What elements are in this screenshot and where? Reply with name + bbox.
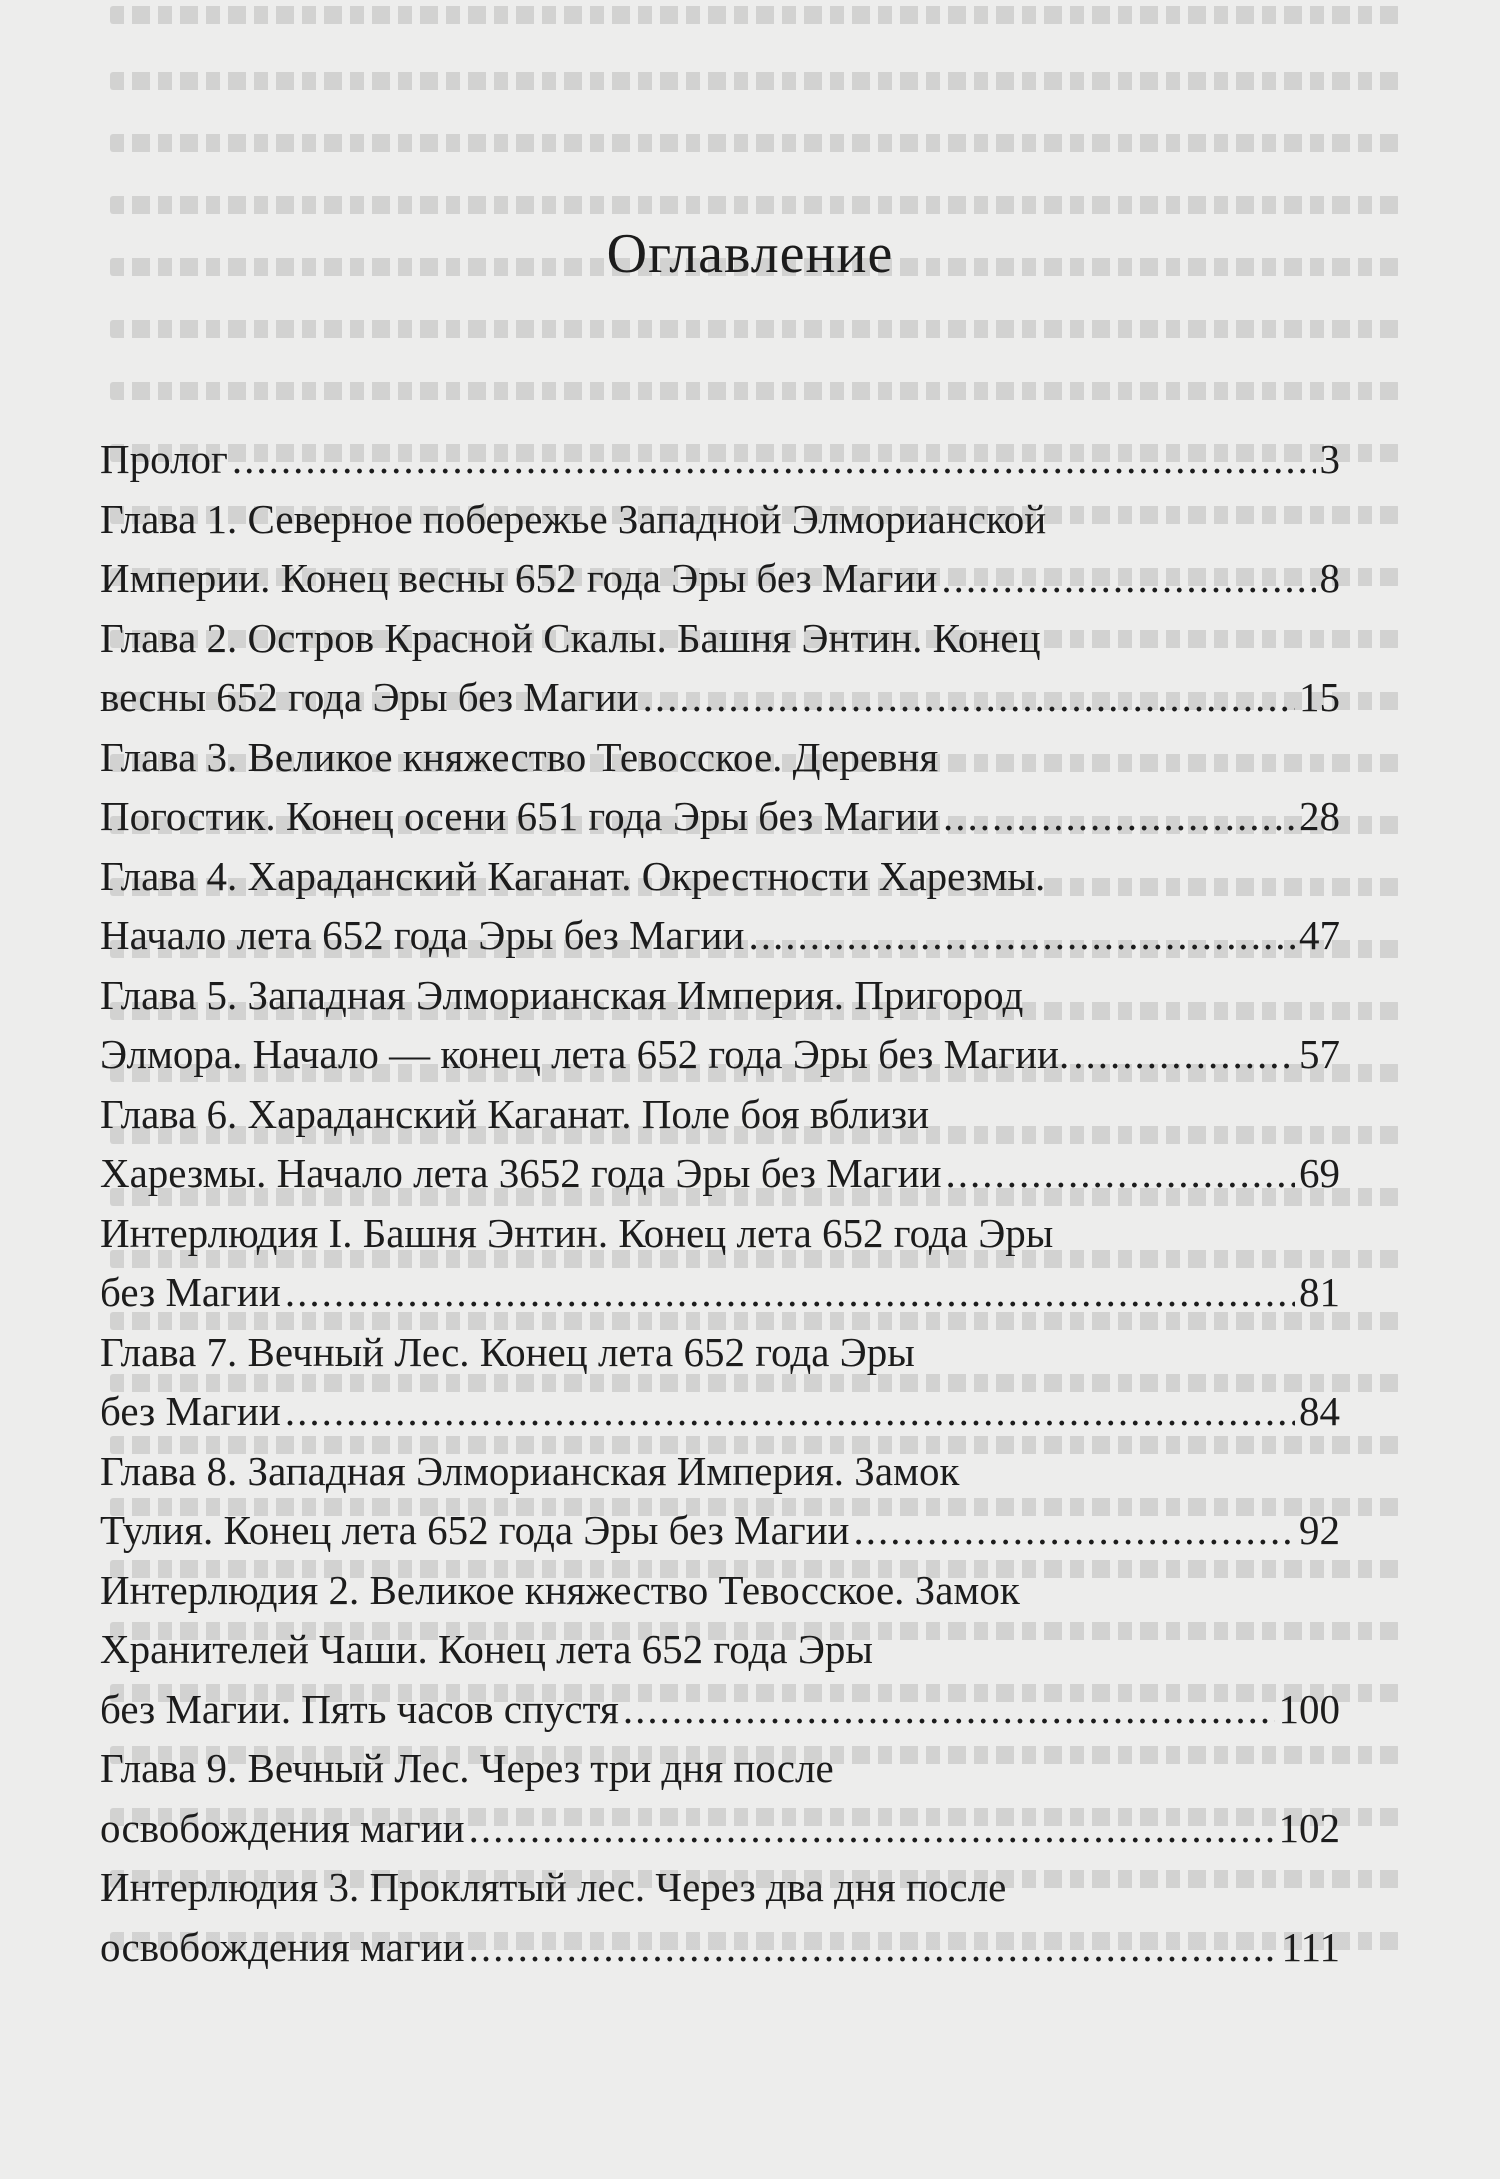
toc-entry-title-line: Хранителей Чаши. Конец лета 652 года Эры (100, 1626, 873, 1672)
toc-entry-title-line: весны 652 года Эры без Магии (100, 674, 639, 720)
toc-entry[interactable] (100, 966, 1340, 1085)
toc-page-number: 81 (1299, 1269, 1340, 1315)
toc-entry-title-line: без Магии. Пять часов спустя (100, 1685, 619, 1732)
toc-entry[interactable] (100, 1442, 1340, 1561)
toc-entry-last-line (100, 549, 1340, 609)
toc-page-number: 69 (1299, 1150, 1340, 1196)
toc-entry-title-line: без Магии (100, 1269, 281, 1315)
toc-entry-title-line: Элмора. Начало — конец лета 652 года Эры без Магии. (100, 1031, 1070, 1077)
toc-entry-title-line: освобождения магии (100, 1804, 465, 1851)
toc-entry[interactable] (100, 430, 1340, 490)
table-of-contents (100, 430, 1340, 1977)
toc-entry-last-line (100, 787, 1340, 847)
toc-entry-title-line: Глава 4. Хараданский Каганат. Окрестности Харезмы. (100, 852, 1046, 899)
toc-page-number: 100 (1278, 1685, 1340, 1732)
dot-leader (941, 549, 1315, 609)
toc-entry[interactable] (100, 1739, 1340, 1858)
toc-page-number: 57 (1299, 1031, 1340, 1077)
dot-leader (623, 1680, 1275, 1740)
toc-entry-title-line: Интерлюдия I. Башня Энтин. Конец лета 652 года Эры (100, 1209, 1054, 1256)
toc-entry-title-line: без Магии (100, 1388, 281, 1434)
toc-entry-title-line: Интерлюдия 3. Проклятый лес. Через два дня после (100, 1864, 1007, 1910)
toc-entry[interactable] (100, 1204, 1340, 1323)
toc-entry-title-line: Харезмы. Начало лета 3652 года Эры без Магии (100, 1150, 942, 1196)
toc-entry-last-line (100, 1799, 1340, 1859)
toc-entry-title-line: Глава 5. Западная Элморианская Империя. Пригород (100, 971, 1024, 1018)
toc-page-number: 111 (1281, 1923, 1340, 1970)
toc-entry[interactable] (100, 1323, 1340, 1442)
toc-entry[interactable] (100, 728, 1340, 847)
toc-entry-last-line (100, 906, 1340, 966)
toc-entry-last-line (100, 430, 1340, 490)
toc-entry-title-line: Интерлюдия 2. Великое княжество Тевосское. Замок (100, 1566, 1020, 1613)
dot-leader (285, 1263, 1295, 1323)
dot-leader (748, 906, 1295, 966)
toc-entry-title-line: Пролог (100, 436, 228, 482)
dot-leader (643, 668, 1295, 728)
toc-entry-title-line: Глава 1. Северное побережье Западной Элморианской (100, 495, 1047, 542)
toc-entry[interactable] (100, 1085, 1340, 1204)
toc-entry-last-line (100, 1144, 1340, 1204)
toc-entry-last-line (100, 1382, 1340, 1442)
toc-entry-last-line (100, 1263, 1340, 1323)
toc-page-number: 28 (1299, 793, 1340, 839)
toc-entry-title-line: Глава 3. Великое княжество Тевосское. Деревня (100, 733, 939, 780)
toc-entry-title-line: Начало лета 652 года Эры без Магии (100, 912, 745, 958)
toc-entry-title-line: Глава 2. Остров Красной Скалы. Башня Энтин. Конец (100, 614, 1041, 661)
toc-entry[interactable] (100, 1858, 1340, 1977)
dot-leader (285, 1382, 1295, 1442)
toc-entry-title-line: Погостик. Конец осени 651 года Эры без Магии (100, 793, 939, 839)
toc-entry-last-line (100, 668, 1340, 728)
dot-leader (1073, 1025, 1295, 1085)
toc-page-number: 84 (1299, 1388, 1340, 1434)
toc-entry-last-line (100, 1680, 1340, 1740)
toc-entry-title-line: Тулия. Конец лета 652 года Эры без Магии (100, 1507, 850, 1553)
toc-entry-title-line: Глава 9. Вечный Лес. Через три дня после (100, 1745, 834, 1791)
dot-leader (469, 1799, 1275, 1859)
toc-entry-title-line: освобождения магии (100, 1923, 465, 1970)
toc-page-number: 8 (1319, 555, 1340, 601)
toc-entry-title-line: Империи. Конец весны 652 года Эры без Магии (100, 555, 938, 601)
toc-page-number: 92 (1299, 1507, 1340, 1553)
dot-leader (853, 1501, 1295, 1561)
toc-entry-title-line: Глава 7. Вечный Лес. Конец лета 652 года Эры (100, 1328, 915, 1375)
toc-page-number: 15 (1299, 674, 1340, 720)
toc-page-number: 47 (1299, 912, 1340, 958)
toc-entry[interactable] (100, 490, 1340, 609)
toc-entry-title-line: Глава 6. Хараданский Каганат. Поле боя вблизи (100, 1090, 930, 1137)
dot-leader (946, 1144, 1295, 1204)
dot-leader (232, 430, 1316, 490)
toc-entry[interactable] (100, 1561, 1340, 1740)
toc-entry-last-line (100, 1501, 1340, 1561)
toc-page-number: 102 (1278, 1804, 1340, 1851)
toc-entry[interactable] (100, 847, 1340, 966)
dot-leader (943, 787, 1295, 847)
toc-entry-last-line (100, 1025, 1340, 1085)
toc-entry-title-line: Глава 8. Западная Элморианская Империя. Замок (100, 1447, 960, 1494)
toc-page-number: 3 (1319, 436, 1340, 482)
toc-entry-last-line (100, 1918, 1340, 1978)
toc-entry[interactable] (100, 609, 1340, 728)
dot-leader (469, 1918, 1278, 1978)
page-title: Оглавление (606, 223, 894, 285)
